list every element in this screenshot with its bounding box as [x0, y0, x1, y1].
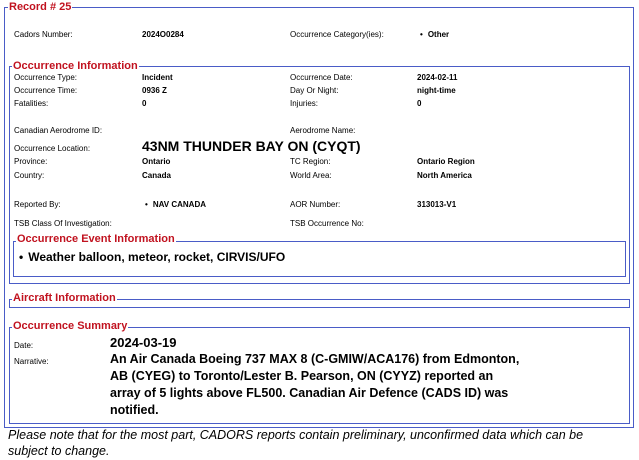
day-or-night-value: night-time — [417, 86, 456, 95]
canadian-aerodrome-id-label: Canadian Aerodrome ID: — [14, 126, 103, 135]
narrative-label: Narrative: — [14, 357, 49, 366]
aircraft-information-legend: Aircraft Information — [13, 292, 116, 304]
occurrence-date-label: Occurrence Date: — [290, 73, 353, 82]
summary-date-label: Date: — [14, 341, 34, 350]
province-label: Province: — [14, 157, 48, 166]
injuries-value: 0 — [417, 99, 422, 108]
narrative-line-3: array of 5 lights above FL500. Canadian Air Defence (CADS ID) was — [110, 386, 509, 400]
reported-by-value: • NAV CANADA — [145, 200, 206, 210]
occurrence-location-label: Occurrence Location: — [14, 144, 91, 153]
summary-date-value: 2024-03-19 — [110, 335, 177, 350]
cadors-number-value: 2024O0284 — [142, 30, 184, 39]
occurrence-time-label: Occurrence Time: — [14, 86, 78, 95]
tc-region-label: TC Region: — [290, 157, 331, 166]
narrative-line-2: AB (CYEG) to Toronto/Lester B. Pearson, ON (CYYZ) reported an — [110, 369, 494, 383]
narrative-line-1: An Air Canada Boeing 737 MAX 8 (C-GMIW/ACA176) from Edmonton, — [110, 352, 520, 366]
occurrence-category-label: Occurrence Category(ies): — [290, 30, 384, 39]
occurrence-date-value: 2024-02-11 — [417, 73, 458, 82]
world-area-label: World Area: — [290, 171, 332, 180]
tsb-occurrence-label: TSB Occurrence No: — [290, 219, 364, 228]
injuries-label: Injuries: — [290, 99, 319, 108]
province-value: Ontario — [142, 157, 171, 166]
tsb-class-label: TSB Class Of Investigation: — [14, 219, 112, 228]
cadors-number-label: Cadors Number: — [14, 30, 73, 39]
occurrence-type-label: Occurrence Type: — [14, 73, 77, 82]
occurrence-category-value: • Other — [420, 30, 449, 40]
narrative-line-4: notified. — [110, 403, 159, 417]
reported-by-label: Reported By: — [14, 200, 61, 209]
occurrence-type-value: Incident — [142, 73, 173, 82]
fatalities-label: Fatalities: — [14, 99, 49, 108]
occurrence-event-legend: Occurrence Event Information — [17, 233, 175, 245]
country-value: Canada — [142, 171, 171, 180]
occurrence-location-value: 43NM THUNDER BAY ON (CYQT) — [142, 138, 361, 154]
aor-number-label: AOR Number: — [290, 200, 341, 209]
occurrence-event-item: • Weather balloon, meteor, rocket, CIRVIS/UFO — [19, 250, 285, 264]
occurrence-information-legend: Occurrence Information — [13, 60, 138, 72]
occurrence-time-value: 0936 Z — [142, 86, 167, 95]
fatalities-value: 0 — [142, 99, 147, 108]
tc-region-value: Ontario Region — [417, 157, 475, 166]
disclaimer-note: Please note that for the most part, CADORS reports contain preliminary, unconfirmed data which can be subject to change. — [8, 428, 584, 458]
aor-number-value: 313013-V1 — [417, 200, 457, 209]
world-area-value: North America — [417, 171, 472, 180]
day-or-night-label: Day Or Night: — [290, 86, 339, 95]
country-label: Country: — [14, 171, 45, 180]
aerodrome-name-label: Aerodrome Name: — [290, 126, 356, 135]
record-title: Record # 25 — [9, 1, 72, 13]
occurrence-summary-legend: Occurrence Summary — [13, 320, 128, 332]
